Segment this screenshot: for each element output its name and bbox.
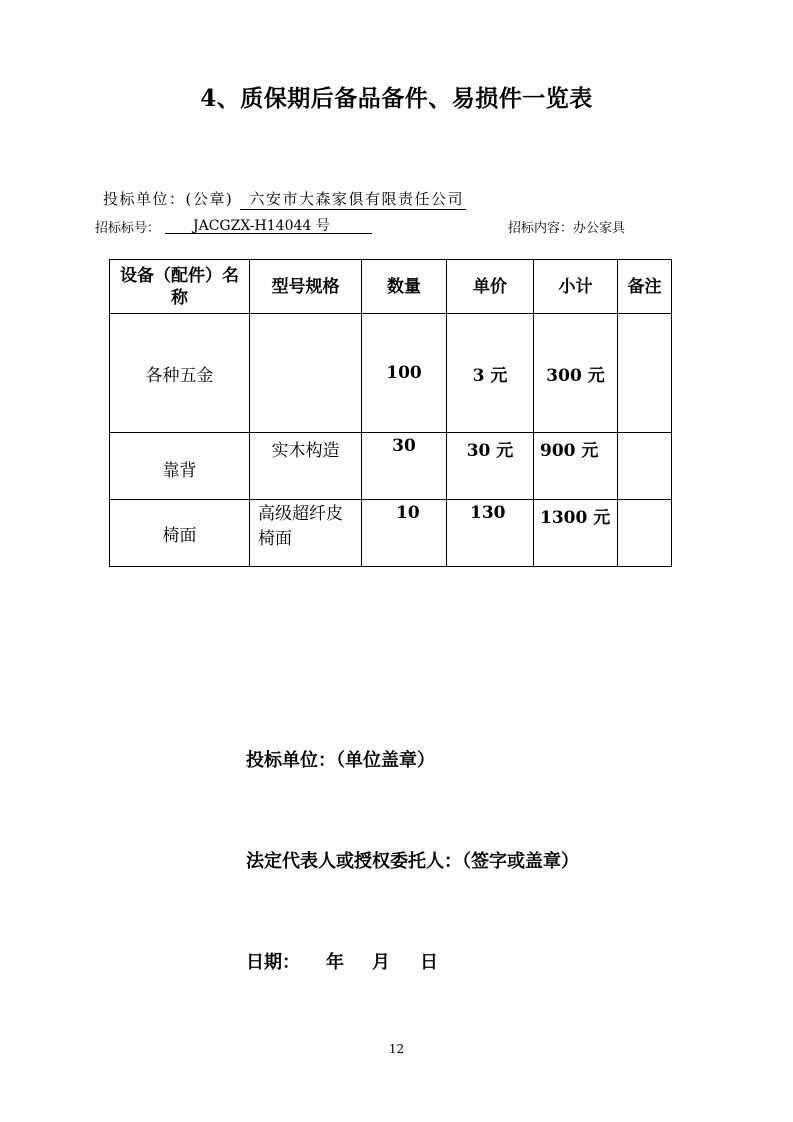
cell-qty: 100 [362,314,447,433]
page-number: 12 [388,1042,405,1056]
cell-name: 各种五金 [110,314,250,433]
bidder-label: 投标单位：(公章) [103,190,234,208]
cell-price: 3 元 [447,314,534,433]
cell-spec: 高级超纤皮椅面 [250,500,362,567]
cell-note [618,314,672,433]
header-note: 备注 [618,260,672,314]
table-header-row [110,260,672,314]
header-spec: 型号规格 [250,260,362,314]
date-year: 年 [326,952,344,973]
cell-name: 椅面 [110,500,250,567]
bidder-line [103,188,466,209]
cell-note [618,500,672,567]
cell-name: 靠背 [110,433,250,500]
table-row [110,314,672,433]
header-subtotal: 小计 [534,260,618,314]
cell-price: 130 [447,500,534,567]
cell-subtotal: 1300 元 [534,500,618,567]
bidder-name: 六安市大森家俱有限责任公司 [240,190,467,210]
cell-note [618,433,672,500]
signature-unit: 投标单位：（单位盖章） [246,750,435,771]
page-title: 4、质保期后备品备件、易损件一览表 [200,85,593,112]
date-month: 月 [372,952,390,973]
tender-number-label: 招标标号： [95,221,161,236]
spare-parts-table [109,259,672,567]
signature-date [246,948,438,974]
signature-representative: 法定代表人或授权委托人：（签字或盖章） [246,851,579,872]
cell-qty: 30 [362,433,447,500]
header-qty: 数量 [362,260,447,314]
header-name: 设备（配件）名称 [110,260,250,314]
cell-subtotal: 900 元 [534,433,618,500]
tender-content: 招标内容：办公家具 [508,221,626,236]
table-row [110,433,672,500]
table-row [110,500,672,567]
cell-qty: 10 [362,500,447,567]
cell-price: 30 元 [447,433,534,500]
tender-number-value: JACGZX-H14044 号 [165,215,372,234]
cell-subtotal: 300 元 [534,314,618,433]
cell-spec [250,314,362,433]
date-label: 日期： [246,952,300,973]
cell-spec: 实木构造 [250,433,362,500]
header-price: 单价 [447,260,534,314]
date-day: 日 [420,952,438,973]
